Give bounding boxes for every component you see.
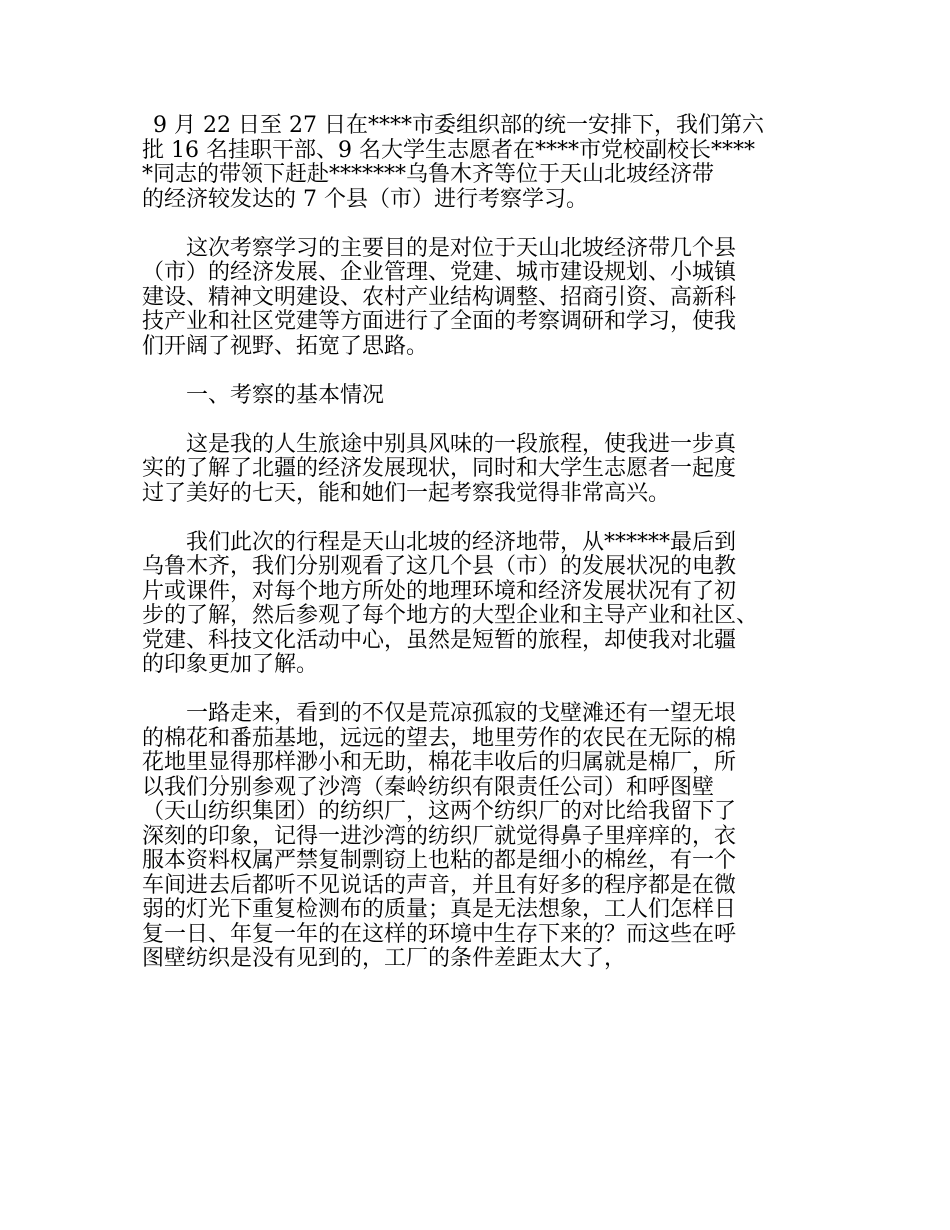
paragraph-purpose: 这次考察学习的主要目的是对位于天山北坡经济带几个县 （市）的经济发展、企业管理、党建、城市建设规划、小城镇 建设、精神文明建设、农村产业结构调整、招商引资、高新科 技产业和社区党建等方面进行了全面的考察调研和学习，使我 们开阔了视野、拓宽了思路。 bbox=[142, 235, 737, 359]
paragraph-textile-factories: 一路走来，看到的不仅是荒凉孤寂的戈壁滩还有一望无垠 的棉花和番茄基地，远远的望去，地里劳作的农民在无际的棉 花地里显得那样渺小和无助，棉花丰收后的归属就是棉厂，所 以我们分别参观了沙湾（秦岭纺织有限责任公司）和呼图壁 （天山纺织集团）的纺织厂，这两个纺织厂的对比给我留下了 深刻的印象，记得一进沙湾的纺织厂就觉得鼻子里痒痒的，衣 服本资料权属严禁复制剽窃上也粘的都是细小的棉丝，有一个 车间进去后都听不见说话的声音，并且有好多的程序都是在微 弱的灯光下重复检测布的质量；真是无法想象，工人们怎样日 复一日、年复一年的在这样的环境中生存下来的？而这些在呼 图壁纺织是没有见到的，工厂的条件差距太大了， bbox=[142, 701, 737, 971]
paragraph-intro: 9 月 22 日至 27 日在****市委组织部的统一安排下，我们第六 批 16 名挂职干部、9 名大学生志愿者在****市党校副校长**** *同志的带领下赶赴*******乌鲁木齐等位于天山北坡经济带 的经济较发达的 7 个县（市）进行考察学习。 bbox=[142, 113, 764, 212]
section-heading: 一、考察的基本情况 bbox=[186, 382, 385, 408]
paragraph-journey: 这是我的人生旅途中别具风味的一段旅程，使我进一步真 实的了解了北疆的经济发展现状，同时和大学生志愿者一起度 过了美好的七天，能和她们一起考察我觉得非常高兴。 bbox=[142, 431, 737, 506]
paragraph-itinerary: 我们此次的行程是天山北坡的经济地带，从******最后到 乌鲁木齐，我们分别观看了这几个县（市）的发展状况的电教 片或课件，对每个地方所处的地理环境和经济发展状况有了初 步的了解，然后参观了每个地方的大型企业和主导产业和社区、 党建、科技文化活动中心，虽然是短暂的旅程，却使我对北疆 的印象更加了解。 bbox=[142, 529, 759, 677]
document-page bbox=[142, 114, 822, 996]
